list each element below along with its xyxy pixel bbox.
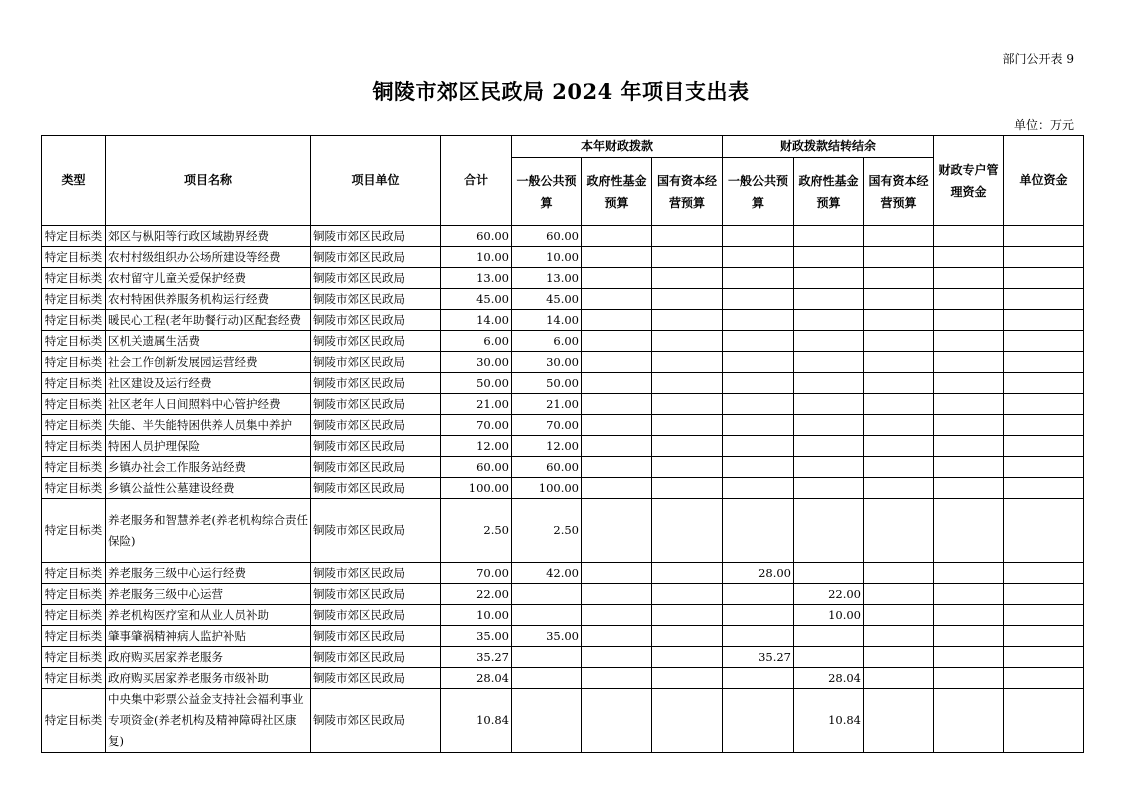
row-fiscal-special <box>934 647 1004 668</box>
row-co-fund <box>794 268 864 289</box>
table-row <box>42 668 1084 689</box>
row-cur-general: 42.00 <box>512 563 582 584</box>
header-co-capital: 国有资本经营预算 <box>864 158 934 226</box>
header-carryover-group: 财政拨款结转结余 <box>723 136 934 158</box>
row-co-fund <box>794 352 864 373</box>
row-type: 特定目标类 <box>42 331 106 352</box>
row-co-general <box>723 689 794 753</box>
row-total: 21.00 <box>441 394 512 415</box>
row-co-fund <box>794 415 864 436</box>
row-total: 60.00 <box>441 226 512 247</box>
row-type: 特定目标类 <box>42 415 106 436</box>
row-co-fund <box>794 626 864 647</box>
table-row <box>42 689 1084 753</box>
row-co-capital <box>864 478 934 499</box>
row-project-unit: 铜陵市郊区民政局 <box>311 352 441 373</box>
row-co-capital <box>864 689 934 753</box>
table-row <box>42 478 1084 499</box>
row-cur-capital <box>652 605 723 626</box>
row-cur-fund <box>582 563 652 584</box>
row-cur-general: 13.00 <box>512 268 582 289</box>
row-cur-general <box>512 605 582 626</box>
row-project-unit: 铜陵市郊区民政局 <box>311 436 441 457</box>
row-cur-fund <box>582 373 652 394</box>
row-total: 35.27 <box>441 647 512 668</box>
row-cur-fund <box>582 668 652 689</box>
row-cur-fund <box>582 394 652 415</box>
row-co-capital <box>864 436 934 457</box>
table-row <box>42 226 1084 247</box>
row-total: 10.00 <box>441 605 512 626</box>
row-cur-capital <box>652 626 723 647</box>
row-unit-funds <box>1004 247 1084 268</box>
row-co-fund <box>794 373 864 394</box>
row-project-name: 社区建设及运行经费 <box>106 373 311 394</box>
row-project-unit: 铜陵市郊区民政局 <box>311 689 441 753</box>
row-project-unit: 铜陵市郊区民政局 <box>311 605 441 626</box>
row-cur-capital <box>652 563 723 584</box>
header-fiscal-special: 财政专户管理资金 <box>934 136 1004 226</box>
row-cur-capital <box>652 415 723 436</box>
row-cur-fund <box>582 352 652 373</box>
row-unit-funds <box>1004 394 1084 415</box>
table-row <box>42 436 1084 457</box>
row-project-name: 农村留守儿童关爱保护经费 <box>106 268 311 289</box>
row-co-fund <box>794 226 864 247</box>
header-cur-general: 一般公共预算 <box>512 158 582 226</box>
row-co-general <box>723 436 794 457</box>
row-type: 特定目标类 <box>42 626 106 647</box>
row-project-unit: 铜陵市郊区民政局 <box>311 226 441 247</box>
row-project-name: 政府购买居家养老服务市级补助 <box>106 668 311 689</box>
row-cur-fund <box>582 310 652 331</box>
row-co-capital <box>864 247 934 268</box>
unit-label: 单位：万元 <box>1013 118 1074 132</box>
row-project-name: 肇事肇祸精神病人监护补贴 <box>106 626 311 647</box>
table-row <box>42 310 1084 331</box>
row-fiscal-special <box>934 499 1004 563</box>
table-row <box>42 584 1084 605</box>
row-project-unit: 铜陵市郊区民政局 <box>311 499 441 563</box>
form-number: 部门公开表 9 <box>1002 52 1074 66</box>
row-unit-funds <box>1004 647 1084 668</box>
row-co-general <box>723 226 794 247</box>
row-type: 特定目标类 <box>42 352 106 373</box>
row-co-general <box>723 373 794 394</box>
row-project-name: 乡镇办社会工作服务站经费 <box>106 457 311 478</box>
row-project-name: 养老机构医疗室和从业人员补助 <box>106 605 311 626</box>
row-fiscal-special <box>934 373 1004 394</box>
row-fiscal-special <box>934 605 1004 626</box>
row-co-capital <box>864 415 934 436</box>
row-co-general <box>723 584 794 605</box>
header-project-unit: 项目单位 <box>311 136 441 226</box>
row-cur-general: 21.00 <box>512 394 582 415</box>
row-cur-fund <box>582 584 652 605</box>
row-type: 特定目标类 <box>42 394 106 415</box>
row-co-capital <box>864 499 934 563</box>
header-project-name: 项目名称 <box>106 136 311 226</box>
row-cur-fund <box>582 436 652 457</box>
row-co-fund <box>794 457 864 478</box>
row-type: 特定目标类 <box>42 605 106 626</box>
row-co-general <box>723 310 794 331</box>
row-co-fund <box>794 247 864 268</box>
row-cur-capital <box>652 331 723 352</box>
row-co-capital <box>864 331 934 352</box>
row-cur-general: 30.00 <box>512 352 582 373</box>
row-cur-capital <box>652 668 723 689</box>
row-project-unit: 铜陵市郊区民政局 <box>311 394 441 415</box>
row-total: 22.00 <box>441 584 512 605</box>
row-co-general <box>723 478 794 499</box>
row-project-unit: 铜陵市郊区民政局 <box>311 584 441 605</box>
row-co-general <box>723 499 794 563</box>
row-unit-funds <box>1004 605 1084 626</box>
row-co-general <box>723 457 794 478</box>
row-co-general <box>723 352 794 373</box>
header-cur-capital: 国有资本经营预算 <box>652 158 723 226</box>
row-project-unit: 铜陵市郊区民政局 <box>311 331 441 352</box>
row-total: 35.00 <box>441 626 512 647</box>
row-unit-funds <box>1004 289 1084 310</box>
row-cur-fund <box>582 689 652 753</box>
row-fiscal-special <box>934 626 1004 647</box>
row-unit-funds <box>1004 310 1084 331</box>
row-cur-capital <box>652 647 723 668</box>
row-co-general <box>723 605 794 626</box>
row-project-name: 政府购买居家养老服务 <box>106 647 311 668</box>
row-fiscal-special <box>934 478 1004 499</box>
row-co-general <box>723 626 794 647</box>
row-unit-funds <box>1004 478 1084 499</box>
row-type: 特定目标类 <box>42 647 106 668</box>
row-cur-general <box>512 647 582 668</box>
header-co-fund: 政府性基金预算 <box>794 158 864 226</box>
row-cur-general <box>512 584 582 605</box>
row-type: 特定目标类 <box>42 226 106 247</box>
row-project-name: 特困人员护理保险 <box>106 436 311 457</box>
row-total: 14.00 <box>441 310 512 331</box>
row-type: 特定目标类 <box>42 478 106 499</box>
row-cur-general: 100.00 <box>512 478 582 499</box>
row-cur-general: 35.00 <box>512 626 582 647</box>
row-total: 28.04 <box>441 668 512 689</box>
row-project-unit: 铜陵市郊区民政局 <box>311 647 441 668</box>
row-fiscal-special <box>934 563 1004 584</box>
row-cur-general: 70.00 <box>512 415 582 436</box>
row-cur-capital <box>652 689 723 753</box>
row-project-name: 养老服务三级中心运营 <box>106 584 311 605</box>
table-row <box>42 394 1084 415</box>
table-row <box>42 247 1084 268</box>
row-cur-capital <box>652 226 723 247</box>
row-project-name: 区机关遗属生活费 <box>106 331 311 352</box>
row-type: 特定目标类 <box>42 689 106 753</box>
row-cur-capital <box>652 247 723 268</box>
row-fiscal-special <box>934 289 1004 310</box>
row-unit-funds <box>1004 499 1084 563</box>
row-fiscal-special <box>934 457 1004 478</box>
row-co-capital <box>864 268 934 289</box>
row-cur-fund <box>582 478 652 499</box>
row-co-capital <box>864 289 934 310</box>
row-type: 特定目标类 <box>42 584 106 605</box>
row-co-fund <box>794 331 864 352</box>
row-co-general <box>723 268 794 289</box>
header-type: 类型 <box>42 136 106 226</box>
row-fiscal-special <box>934 247 1004 268</box>
table-row <box>42 499 1084 563</box>
row-project-unit: 铜陵市郊区民政局 <box>311 478 441 499</box>
row-total: 10.84 <box>441 689 512 753</box>
row-unit-funds <box>1004 626 1084 647</box>
row-type: 特定目标类 <box>42 373 106 394</box>
row-co-capital <box>864 373 934 394</box>
row-cur-fund <box>582 647 652 668</box>
row-co-capital <box>864 226 934 247</box>
row-total: 45.00 <box>441 289 512 310</box>
row-co-fund: 22.00 <box>794 584 864 605</box>
header-cur-fund: 政府性基金预算 <box>582 158 652 226</box>
row-co-capital <box>864 668 934 689</box>
row-project-name: 郊区与枞阳等行政区域勘界经费 <box>106 226 311 247</box>
row-fiscal-special <box>934 268 1004 289</box>
row-cur-general: 14.00 <box>512 310 582 331</box>
row-unit-funds <box>1004 352 1084 373</box>
row-co-capital <box>864 584 934 605</box>
row-unit-funds <box>1004 457 1084 478</box>
row-co-fund <box>794 478 864 499</box>
row-fiscal-special <box>934 226 1004 247</box>
row-co-general <box>723 415 794 436</box>
row-unit-funds <box>1004 415 1084 436</box>
row-type: 特定目标类 <box>42 247 106 268</box>
row-type: 特定目标类 <box>42 310 106 331</box>
row-project-name: 中央集中彩票公益金支持社会福利事业专项资金(养老机构及精神障碍社区康复) <box>106 689 311 753</box>
table-row <box>42 268 1084 289</box>
row-unit-funds <box>1004 373 1084 394</box>
row-cur-general: 60.00 <box>512 226 582 247</box>
row-project-name: 失能、半失能特困供养人员集中养护 <box>106 415 311 436</box>
row-co-fund <box>794 563 864 584</box>
row-project-unit: 铜陵市郊区民政局 <box>311 373 441 394</box>
row-co-general: 28.00 <box>723 563 794 584</box>
row-fiscal-special <box>934 436 1004 457</box>
table-row <box>42 457 1084 478</box>
page-title: 铜陵市郊区民政局 2024 年项目支出表 <box>372 79 750 104</box>
row-project-unit: 铜陵市郊区民政局 <box>311 289 441 310</box>
row-cur-capital <box>652 352 723 373</box>
row-type: 特定目标类 <box>42 499 106 563</box>
row-total: 100.00 <box>441 478 512 499</box>
row-cur-fund <box>582 226 652 247</box>
row-cur-fund <box>582 626 652 647</box>
row-co-capital <box>864 647 934 668</box>
row-unit-funds <box>1004 331 1084 352</box>
row-co-fund <box>794 310 864 331</box>
row-cur-capital <box>652 373 723 394</box>
row-co-general: 35.27 <box>723 647 794 668</box>
row-co-capital <box>864 352 934 373</box>
row-co-capital <box>864 310 934 331</box>
row-project-unit: 铜陵市郊区民政局 <box>311 247 441 268</box>
row-unit-funds <box>1004 668 1084 689</box>
row-cur-general <box>512 689 582 753</box>
row-type: 特定目标类 <box>42 668 106 689</box>
table-row <box>42 563 1084 584</box>
row-cur-capital <box>652 310 723 331</box>
row-unit-funds <box>1004 563 1084 584</box>
row-project-name: 暖民心工程(老年助餐行动)区配套经费 <box>106 310 311 331</box>
row-cur-general: 45.00 <box>512 289 582 310</box>
row-unit-funds <box>1004 584 1084 605</box>
row-project-name: 农村特困供养服务机构运行经费 <box>106 289 311 310</box>
row-cur-fund <box>582 457 652 478</box>
row-cur-capital <box>652 457 723 478</box>
row-total: 30.00 <box>441 352 512 373</box>
row-project-name: 社区老年人日间照料中心管护经费 <box>106 394 311 415</box>
row-cur-capital <box>652 289 723 310</box>
row-project-unit: 铜陵市郊区民政局 <box>311 626 441 647</box>
row-fiscal-special <box>934 310 1004 331</box>
table-row <box>42 415 1084 436</box>
row-project-name: 社会工作创新发展园运营经费 <box>106 352 311 373</box>
row-project-name: 养老服务和智慧养老(养老机构综合责任保险) <box>106 499 311 563</box>
row-unit-funds <box>1004 436 1084 457</box>
table-row <box>42 626 1084 647</box>
row-project-unit: 铜陵市郊区民政局 <box>311 457 441 478</box>
table-row <box>42 647 1084 668</box>
header-current-year-group: 本年财政拨款 <box>512 136 723 158</box>
row-co-general <box>723 331 794 352</box>
row-total: 70.00 <box>441 415 512 436</box>
row-total: 12.00 <box>441 436 512 457</box>
row-project-unit: 铜陵市郊区民政局 <box>311 668 441 689</box>
table-row <box>42 331 1084 352</box>
row-fiscal-special <box>934 415 1004 436</box>
row-unit-funds <box>1004 268 1084 289</box>
row-type: 特定目标类 <box>42 563 106 584</box>
row-total: 10.00 <box>441 247 512 268</box>
row-cur-fund <box>582 289 652 310</box>
row-total: 2.50 <box>441 499 512 563</box>
row-cur-general: 50.00 <box>512 373 582 394</box>
row-total: 50.00 <box>441 373 512 394</box>
row-project-unit: 铜陵市郊区民政局 <box>311 310 441 331</box>
row-fiscal-special <box>934 331 1004 352</box>
row-cur-capital <box>652 478 723 499</box>
row-total: 60.00 <box>441 457 512 478</box>
row-cur-fund <box>582 331 652 352</box>
row-project-name: 乡镇公益性公墓建设经费 <box>106 478 311 499</box>
row-co-capital <box>864 394 934 415</box>
row-total: 70.00 <box>441 563 512 584</box>
project-expenditure-table <box>41 135 1084 753</box>
row-project-name: 养老服务三级中心运行经费 <box>106 563 311 584</box>
row-project-unit: 铜陵市郊区民政局 <box>311 415 441 436</box>
row-unit-funds <box>1004 226 1084 247</box>
row-co-fund: 10.84 <box>794 689 864 753</box>
row-co-general <box>723 394 794 415</box>
row-cur-general: 60.00 <box>512 457 582 478</box>
row-co-fund: 28.04 <box>794 668 864 689</box>
row-fiscal-special <box>934 668 1004 689</box>
header-co-general: 一般公共预算 <box>723 158 794 226</box>
row-type: 特定目标类 <box>42 268 106 289</box>
row-project-name: 农村村级组织办公场所建设等经费 <box>106 247 311 268</box>
row-fiscal-special <box>934 352 1004 373</box>
row-cur-capital <box>652 584 723 605</box>
row-cur-general: 2.50 <box>512 499 582 563</box>
row-fiscal-special <box>934 689 1004 753</box>
row-total: 6.00 <box>441 331 512 352</box>
row-project-unit: 铜陵市郊区民政局 <box>311 563 441 584</box>
row-type: 特定目标类 <box>42 457 106 478</box>
row-fiscal-special <box>934 584 1004 605</box>
table-row <box>42 289 1084 310</box>
row-co-capital <box>864 563 934 584</box>
row-unit-funds <box>1004 689 1084 753</box>
row-co-general <box>723 668 794 689</box>
row-project-unit: 铜陵市郊区民政局 <box>311 268 441 289</box>
row-co-general <box>723 247 794 268</box>
row-cur-capital <box>652 268 723 289</box>
row-co-fund <box>794 499 864 563</box>
row-co-general <box>723 289 794 310</box>
row-co-capital <box>864 457 934 478</box>
table-row <box>42 605 1084 626</box>
row-cur-capital <box>652 499 723 563</box>
row-cur-fund <box>582 605 652 626</box>
row-co-capital <box>864 626 934 647</box>
row-co-fund <box>794 289 864 310</box>
row-type: 特定目标类 <box>42 436 106 457</box>
row-cur-fund <box>582 415 652 436</box>
row-cur-fund <box>582 247 652 268</box>
header-total: 合计 <box>441 136 512 226</box>
row-cur-fund <box>582 499 652 563</box>
row-cur-general: 6.00 <box>512 331 582 352</box>
row-cur-capital <box>652 436 723 457</box>
row-cur-fund <box>582 268 652 289</box>
row-co-fund <box>794 394 864 415</box>
row-co-capital <box>864 605 934 626</box>
table-row <box>42 352 1084 373</box>
table-row <box>42 373 1084 394</box>
row-cur-capital <box>652 394 723 415</box>
row-co-fund <box>794 647 864 668</box>
row-co-fund <box>794 436 864 457</box>
row-total: 13.00 <box>441 268 512 289</box>
row-cur-general: 12.00 <box>512 436 582 457</box>
header-unit-funds: 单位资金 <box>1004 136 1084 226</box>
row-type: 特定目标类 <box>42 289 106 310</box>
row-co-fund: 10.00 <box>794 605 864 626</box>
row-cur-general <box>512 668 582 689</box>
row-fiscal-special <box>934 394 1004 415</box>
row-cur-general: 10.00 <box>512 247 582 268</box>
